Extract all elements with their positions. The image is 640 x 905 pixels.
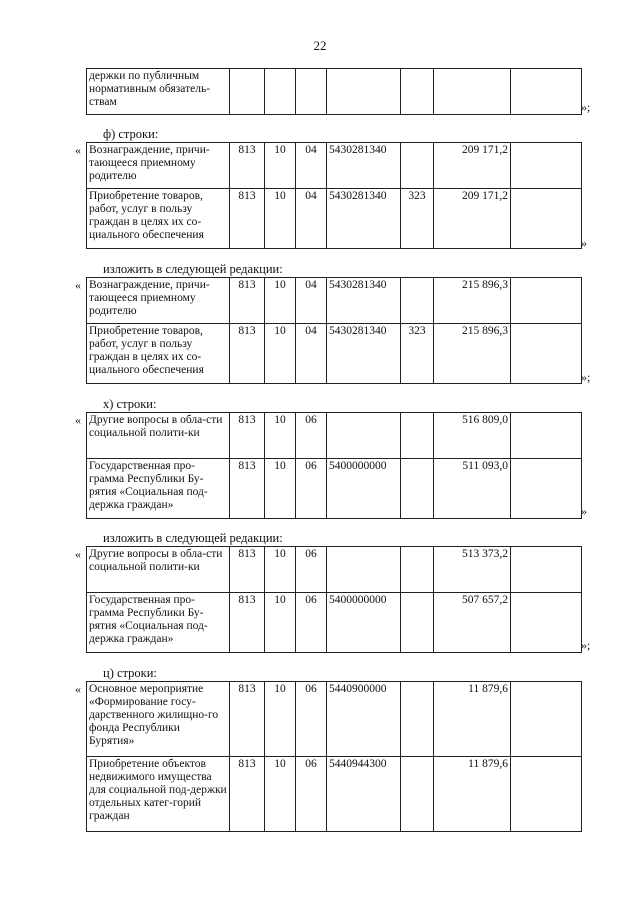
- cell-rz: 10: [265, 413, 296, 459]
- cell-pr: 06: [296, 757, 327, 832]
- cell-name: Государственная про-грамма Республики Бу-рятия «Социальная под-держка граждан»: [87, 593, 230, 653]
- cell-sum-2: [511, 278, 582, 324]
- cell-name: Приобретение объектов недвижимого имущества для социальной под-держки отдельных катег-горий граждан: [87, 757, 230, 832]
- budget-table: [86, 277, 582, 384]
- cell-vr: [401, 413, 434, 459]
- section-caption: ц) строки:: [103, 666, 157, 680]
- cell-sum: 511 093,0: [434, 459, 511, 519]
- open-quote: «: [75, 547, 81, 561]
- cell-sum: 209 171,2: [434, 189, 511, 249]
- cell-csr: 5440900000: [327, 682, 401, 757]
- cell-grbs: 813: [230, 143, 265, 189]
- page-number: 22: [313, 38, 327, 53]
- cell-name: Вознаграждение, причи-тающееся приемному родителю: [87, 143, 230, 189]
- cell-sum-2: [511, 682, 582, 757]
- cell-rz: [265, 69, 296, 115]
- close-quote: »;: [581, 100, 591, 114]
- cell-pr: 06: [296, 459, 327, 519]
- section-caption: х) строки:: [103, 397, 157, 411]
- cell-vr: [401, 278, 434, 324]
- table-new-h: [86, 546, 579, 653]
- cell-vr: [401, 757, 434, 832]
- cell-pr: 06: [296, 593, 327, 653]
- cell-grbs: 813: [230, 413, 265, 459]
- cell-rz: 10: [265, 682, 296, 757]
- table-old-ts: [86, 681, 579, 832]
- cell-vr: [401, 593, 434, 653]
- cell-sum-2: [511, 459, 582, 519]
- section-caption: ф) строки:: [103, 127, 159, 141]
- budget-table: [86, 546, 582, 653]
- table-row: [87, 459, 582, 519]
- cell-rz: 10: [265, 189, 296, 249]
- cell-sum-2: [511, 189, 582, 249]
- cell-name: Основное мероприятие «Формирование госу-дарственного жилищно-го фонда Республики Бурятия»: [87, 682, 230, 757]
- open-quote: «: [75, 143, 81, 157]
- cell-name: Государственная про-грамма Республики Бу-рятия «Социальная под-держка граждан»: [87, 459, 230, 519]
- table-row: [87, 324, 582, 384]
- cell-name: держки по публичным нормативным обязатель-ствам: [87, 69, 230, 115]
- cell-sum-2: [511, 593, 582, 653]
- cell-sum: [434, 69, 511, 115]
- table-old-f: [86, 142, 579, 249]
- budget-table: [86, 142, 582, 249]
- table-row: [87, 547, 582, 593]
- cell-rz: 10: [265, 143, 296, 189]
- table-row: [87, 69, 582, 115]
- cell-name: Приобретение товаров, работ, услуг в пользу граждан в целях их со-циального обеспечения: [87, 189, 230, 249]
- cell-rz: 10: [265, 757, 296, 832]
- cell-sum: 215 896,3: [434, 324, 511, 384]
- cell-sum-2: [511, 324, 582, 384]
- cell-rz: 10: [265, 278, 296, 324]
- table-row: [87, 757, 582, 832]
- cell-pr: 06: [296, 547, 327, 593]
- cell-grbs: 813: [230, 757, 265, 832]
- cell-sum: 513 373,2: [434, 547, 511, 593]
- cell-vr: 323: [401, 189, 434, 249]
- cell-csr: [327, 69, 401, 115]
- table-new-f: [86, 277, 579, 384]
- cell-rz: 10: [265, 324, 296, 384]
- table-row: [87, 278, 582, 324]
- cell-grbs: 813: [230, 278, 265, 324]
- close-quote: »: [581, 236, 587, 250]
- cell-vr: [401, 682, 434, 757]
- cell-rz: 10: [265, 459, 296, 519]
- table-row: [87, 682, 582, 757]
- budget-table: [86, 681, 582, 832]
- cell-grbs: 813: [230, 682, 265, 757]
- cell-csr: 5430281340: [327, 324, 401, 384]
- cell-csr: 5430281340: [327, 189, 401, 249]
- cell-rz: 10: [265, 547, 296, 593]
- cell-vr: [401, 143, 434, 189]
- cell-csr: [327, 547, 401, 593]
- cell-grbs: 813: [230, 459, 265, 519]
- section-caption: изложить в следующей редакции:: [103, 531, 283, 545]
- cell-pr: 06: [296, 682, 327, 757]
- cell-sum-2: [511, 143, 582, 189]
- cell-vr: [401, 459, 434, 519]
- table-row: [87, 189, 582, 249]
- cell-csr: 5440944300: [327, 757, 401, 832]
- cell-vr: 323: [401, 324, 434, 384]
- cell-pr: [296, 69, 327, 115]
- table-row: [87, 593, 582, 653]
- table-row: [87, 413, 582, 459]
- cell-pr: 04: [296, 143, 327, 189]
- cell-vr: [401, 547, 434, 593]
- cell-rz: 10: [265, 593, 296, 653]
- cell-sum: 209 171,2: [434, 143, 511, 189]
- cell-grbs: 813: [230, 593, 265, 653]
- close-quote: »;: [581, 638, 591, 652]
- cell-pr: 06: [296, 413, 327, 459]
- cell-csr: 5430281340: [327, 278, 401, 324]
- budget-table: [86, 412, 582, 519]
- open-quote: «: [75, 682, 81, 696]
- close-quote: »: [581, 504, 587, 518]
- cell-sum-2: [511, 547, 582, 593]
- cell-csr: 5400000000: [327, 459, 401, 519]
- cell-grbs: 813: [230, 189, 265, 249]
- table-row: [87, 143, 582, 189]
- cell-sum: 516 809,0: [434, 413, 511, 459]
- table-old-h: [86, 412, 579, 519]
- cell-sum: 215 896,3: [434, 278, 511, 324]
- close-quote: »;: [581, 370, 591, 384]
- cell-sum: 11 879,6: [434, 757, 511, 832]
- cell-sum: 11 879,6: [434, 682, 511, 757]
- open-quote: «: [75, 278, 81, 292]
- cell-name: Другие вопросы в обла-сти социальной полити-ки: [87, 547, 230, 593]
- cell-sum: 507 657,2: [434, 593, 511, 653]
- cell-sum-2: [511, 413, 582, 459]
- open-quote: «: [75, 413, 81, 427]
- cell-grbs: [230, 69, 265, 115]
- cell-pr: 04: [296, 278, 327, 324]
- cell-pr: 04: [296, 189, 327, 249]
- cell-grbs: 813: [230, 324, 265, 384]
- cell-name: Другие вопросы в обла-сти социальной полити-ки: [87, 413, 230, 459]
- cell-name: Вознаграждение, причи-тающееся приемному родителю: [87, 278, 230, 324]
- cell-csr: 5400000000: [327, 593, 401, 653]
- cell-grbs: 813: [230, 547, 265, 593]
- table-continuation: [86, 68, 579, 115]
- cell-vr: [401, 69, 434, 115]
- cell-csr: [327, 413, 401, 459]
- section-caption: изложить в следующей редакции:: [103, 262, 283, 276]
- cell-pr: 04: [296, 324, 327, 384]
- cell-sum-2: [511, 757, 582, 832]
- cell-csr: 5430281340: [327, 143, 401, 189]
- budget-table: [86, 68, 582, 115]
- cell-name: Приобретение товаров, работ, услуг в пользу граждан в целях их со-циального обеспечения: [87, 324, 230, 384]
- cell-sum-2: [511, 69, 582, 115]
